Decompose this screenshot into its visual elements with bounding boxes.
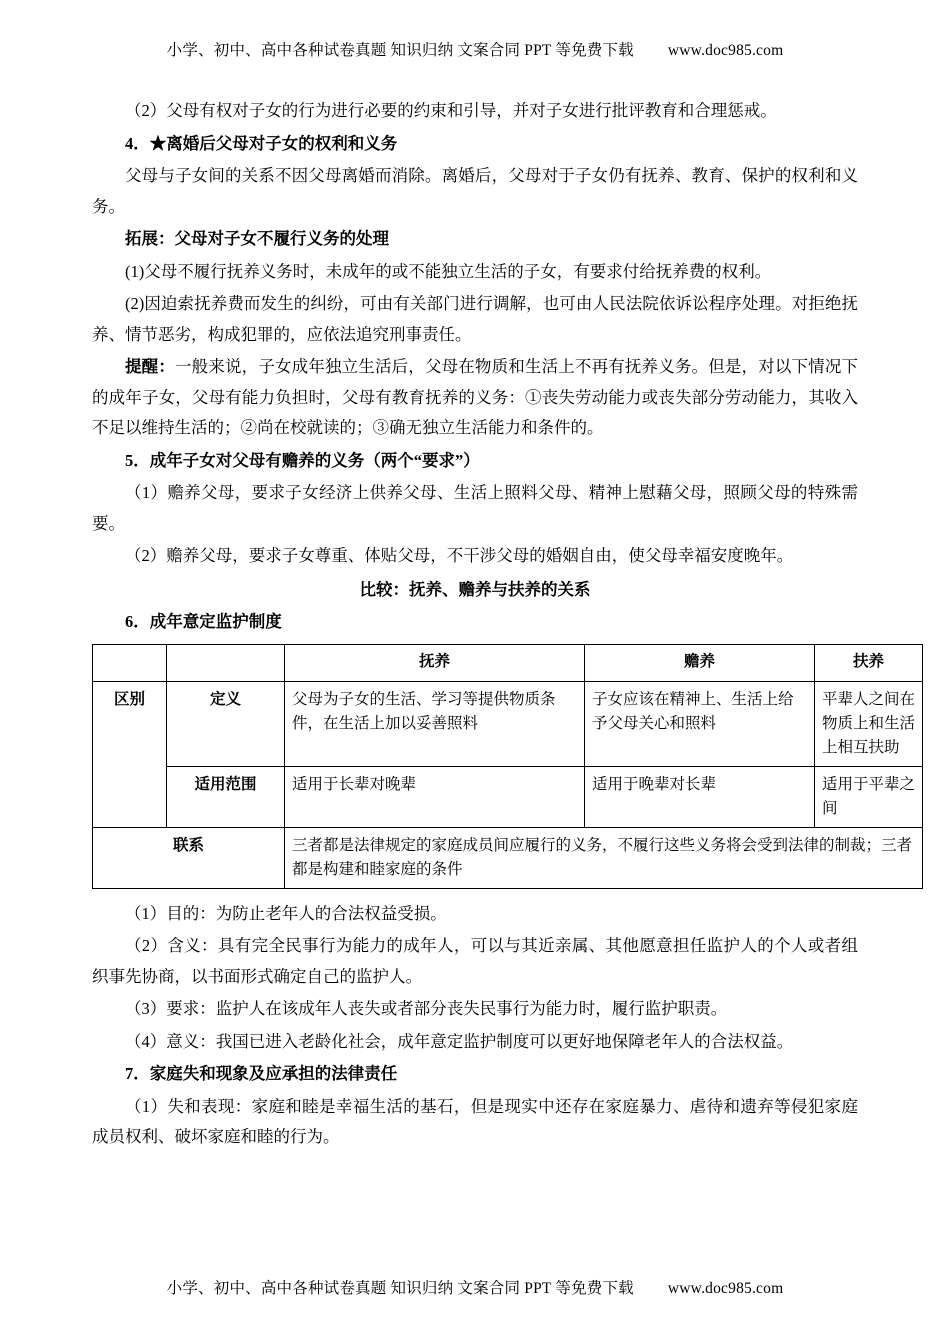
paragraph-guardianship-2: （2）含义：具有完全民事行为能力的成年人，可以与其近亲属、其他愿意担任监护人的个人或者组织事先协商，以书面形式确定自己的监护人。 bbox=[92, 936, 858, 986]
footer-site-url: www.doc985.com bbox=[667, 1280, 784, 1297]
table-row bbox=[93, 827, 923, 888]
paragraph-discord-1: （1）失和表现：家庭和睦是幸福生活的基石，但是现实中还存在家庭暴力、虐待和遗弃等侵犯家庭成员权利、破坏家庭和睦的行为。 bbox=[92, 1096, 858, 1147]
heading-6-guardianship: 6．成年意定监护制度 bbox=[125, 612, 282, 632]
paragraph-support-2: （2）赡养父母，要求子女尊重、体贴父母，不干涉父母的婚姻自由，使父母幸福安度晚年。 bbox=[125, 546, 794, 566]
heading-4-divorce-rights: 4．★离婚后父母对子女的权利和义务 bbox=[125, 133, 398, 153]
table-corner-cell-right bbox=[167, 644, 285, 681]
table-cell-scope-fuyang: 适用于长辈对晚辈 bbox=[285, 766, 585, 827]
page-footer bbox=[0, 1276, 950, 1298]
table-cell-scope-fuyang2: 适用于平辈之间 bbox=[815, 766, 923, 827]
table-header-row bbox=[93, 644, 923, 681]
page-header bbox=[92, 38, 858, 60]
table-header-fuyang2: 扶养 bbox=[815, 644, 923, 681]
table-row bbox=[93, 681, 923, 766]
table-row bbox=[93, 766, 923, 827]
table-cell-definition-shanyang: 子女应该在精神上、生活上给予父母关心和照料 bbox=[585, 681, 815, 766]
comparison-table bbox=[92, 644, 923, 889]
paragraph-guardianship-3: （3）要求：监护人在该成年人丧失或者部分丧失民事行为能力时，履行监护职责。 bbox=[125, 999, 728, 1019]
table-cell-scope-shanyang: 适用于晚辈对长辈 bbox=[585, 766, 815, 827]
heading-extend-nonperformance: 拓展：父母对子女不履行义务的处理 bbox=[125, 229, 389, 249]
paragraph-guardianship-4: （4）意义：我国已进入老龄化社会，成年意定监护制度可以更好地保障老年人的合法权益。 bbox=[125, 1031, 794, 1051]
heading-5-support-duty: 5．成年子女对父母有赡养的义务（两个“要求”） bbox=[125, 450, 480, 470]
paragraph-reminder bbox=[92, 352, 858, 444]
paragraph-parent-rights: （2）父母有权对子女的行为进行必要的约束和引导，并对子女进行批评教育和合理惩戒。 bbox=[125, 101, 777, 120]
table-label-scope: 适用范围 bbox=[167, 766, 285, 827]
table-cell-definition-fuyang2: 平辈人之间在物质上和生活上相互扶助 bbox=[815, 681, 923, 766]
table-cell-relation-text: 三者都是法律规定的家庭成员间应履行的义务，不履行这些义务将会受到法律的制裁；三者都是构建和睦家庭的条件 bbox=[285, 827, 923, 888]
table-corner-cell-left bbox=[93, 644, 167, 681]
reminder-text: 一般来说，子女成年独立生活后，父母在物质和生活上不再有抚养义务。但是，对以下情况下的成年子女，父母有能力负担时，父母有教育抚养的义务：①丧失劳动能力或丧失部分劳动能力，其收入不足以维持生活的；②尚在校就读的；③确无独立生活能力和条件的。 bbox=[92, 357, 859, 438]
paragraph-guardianship-1: （1）目的：为防止老年人的合法权益受损。 bbox=[125, 903, 447, 923]
table-header-fuyang: 抚养 bbox=[285, 644, 585, 681]
compare-title: 比较：抚养、赡养与扶养的关系 bbox=[359, 579, 591, 599]
table-label-definition: 定义 bbox=[167, 681, 285, 766]
table-group-difference: 区别 bbox=[93, 681, 167, 827]
table-cell-definition-fuyang: 父母为子女的生活、学习等提供物质条件，在生活上加以妥善照料 bbox=[285, 681, 585, 766]
reminder-label: 提醒： bbox=[125, 357, 175, 377]
paragraph-support-1: （1）赡养父母，要求子女经济上供养父母、生活上照料父母、精神上慰藉父母，照顾父母的特殊需要。 bbox=[92, 483, 858, 533]
header-site-url: www.doc985.com bbox=[667, 42, 784, 59]
document-body bbox=[92, 96, 916, 1153]
heading-7-family-discord: 7．家庭失和现象及应承担的法律责任 bbox=[125, 1064, 398, 1084]
header-left-text: 小学、初中、高中各种试卷真题 知识归纳 文案合同 PPT 等免费下载 bbox=[166, 42, 634, 59]
table-header-shanyang: 赡养 bbox=[585, 644, 815, 681]
paragraph-extend-2: (2)因迫索抚养费而发生的纠纷，可由有关部门进行调解，也可由人民法院依诉讼程序处理。对拒绝抚养、情节恶劣，构成犯罪的，应依法追究刑事责任。 bbox=[92, 294, 858, 344]
paragraph-extend-1: (1)父母不履行抚养义务时，未成年的或不能独立生活的子女，有要求付给抚养费的权利。 bbox=[125, 261, 772, 281]
paragraph-divorce-relation: 父母与子女间的关系不因父母离婚而消除。离婚后，父母对于子女仍有抚养、教育、保护的权利和义务。 bbox=[92, 166, 858, 216]
table-label-relation: 联系 bbox=[93, 827, 285, 888]
footer-left-text: 小学、初中、高中各种试卷真题 知识归纳 文案合同 PPT 等免费下载 bbox=[166, 1280, 634, 1297]
